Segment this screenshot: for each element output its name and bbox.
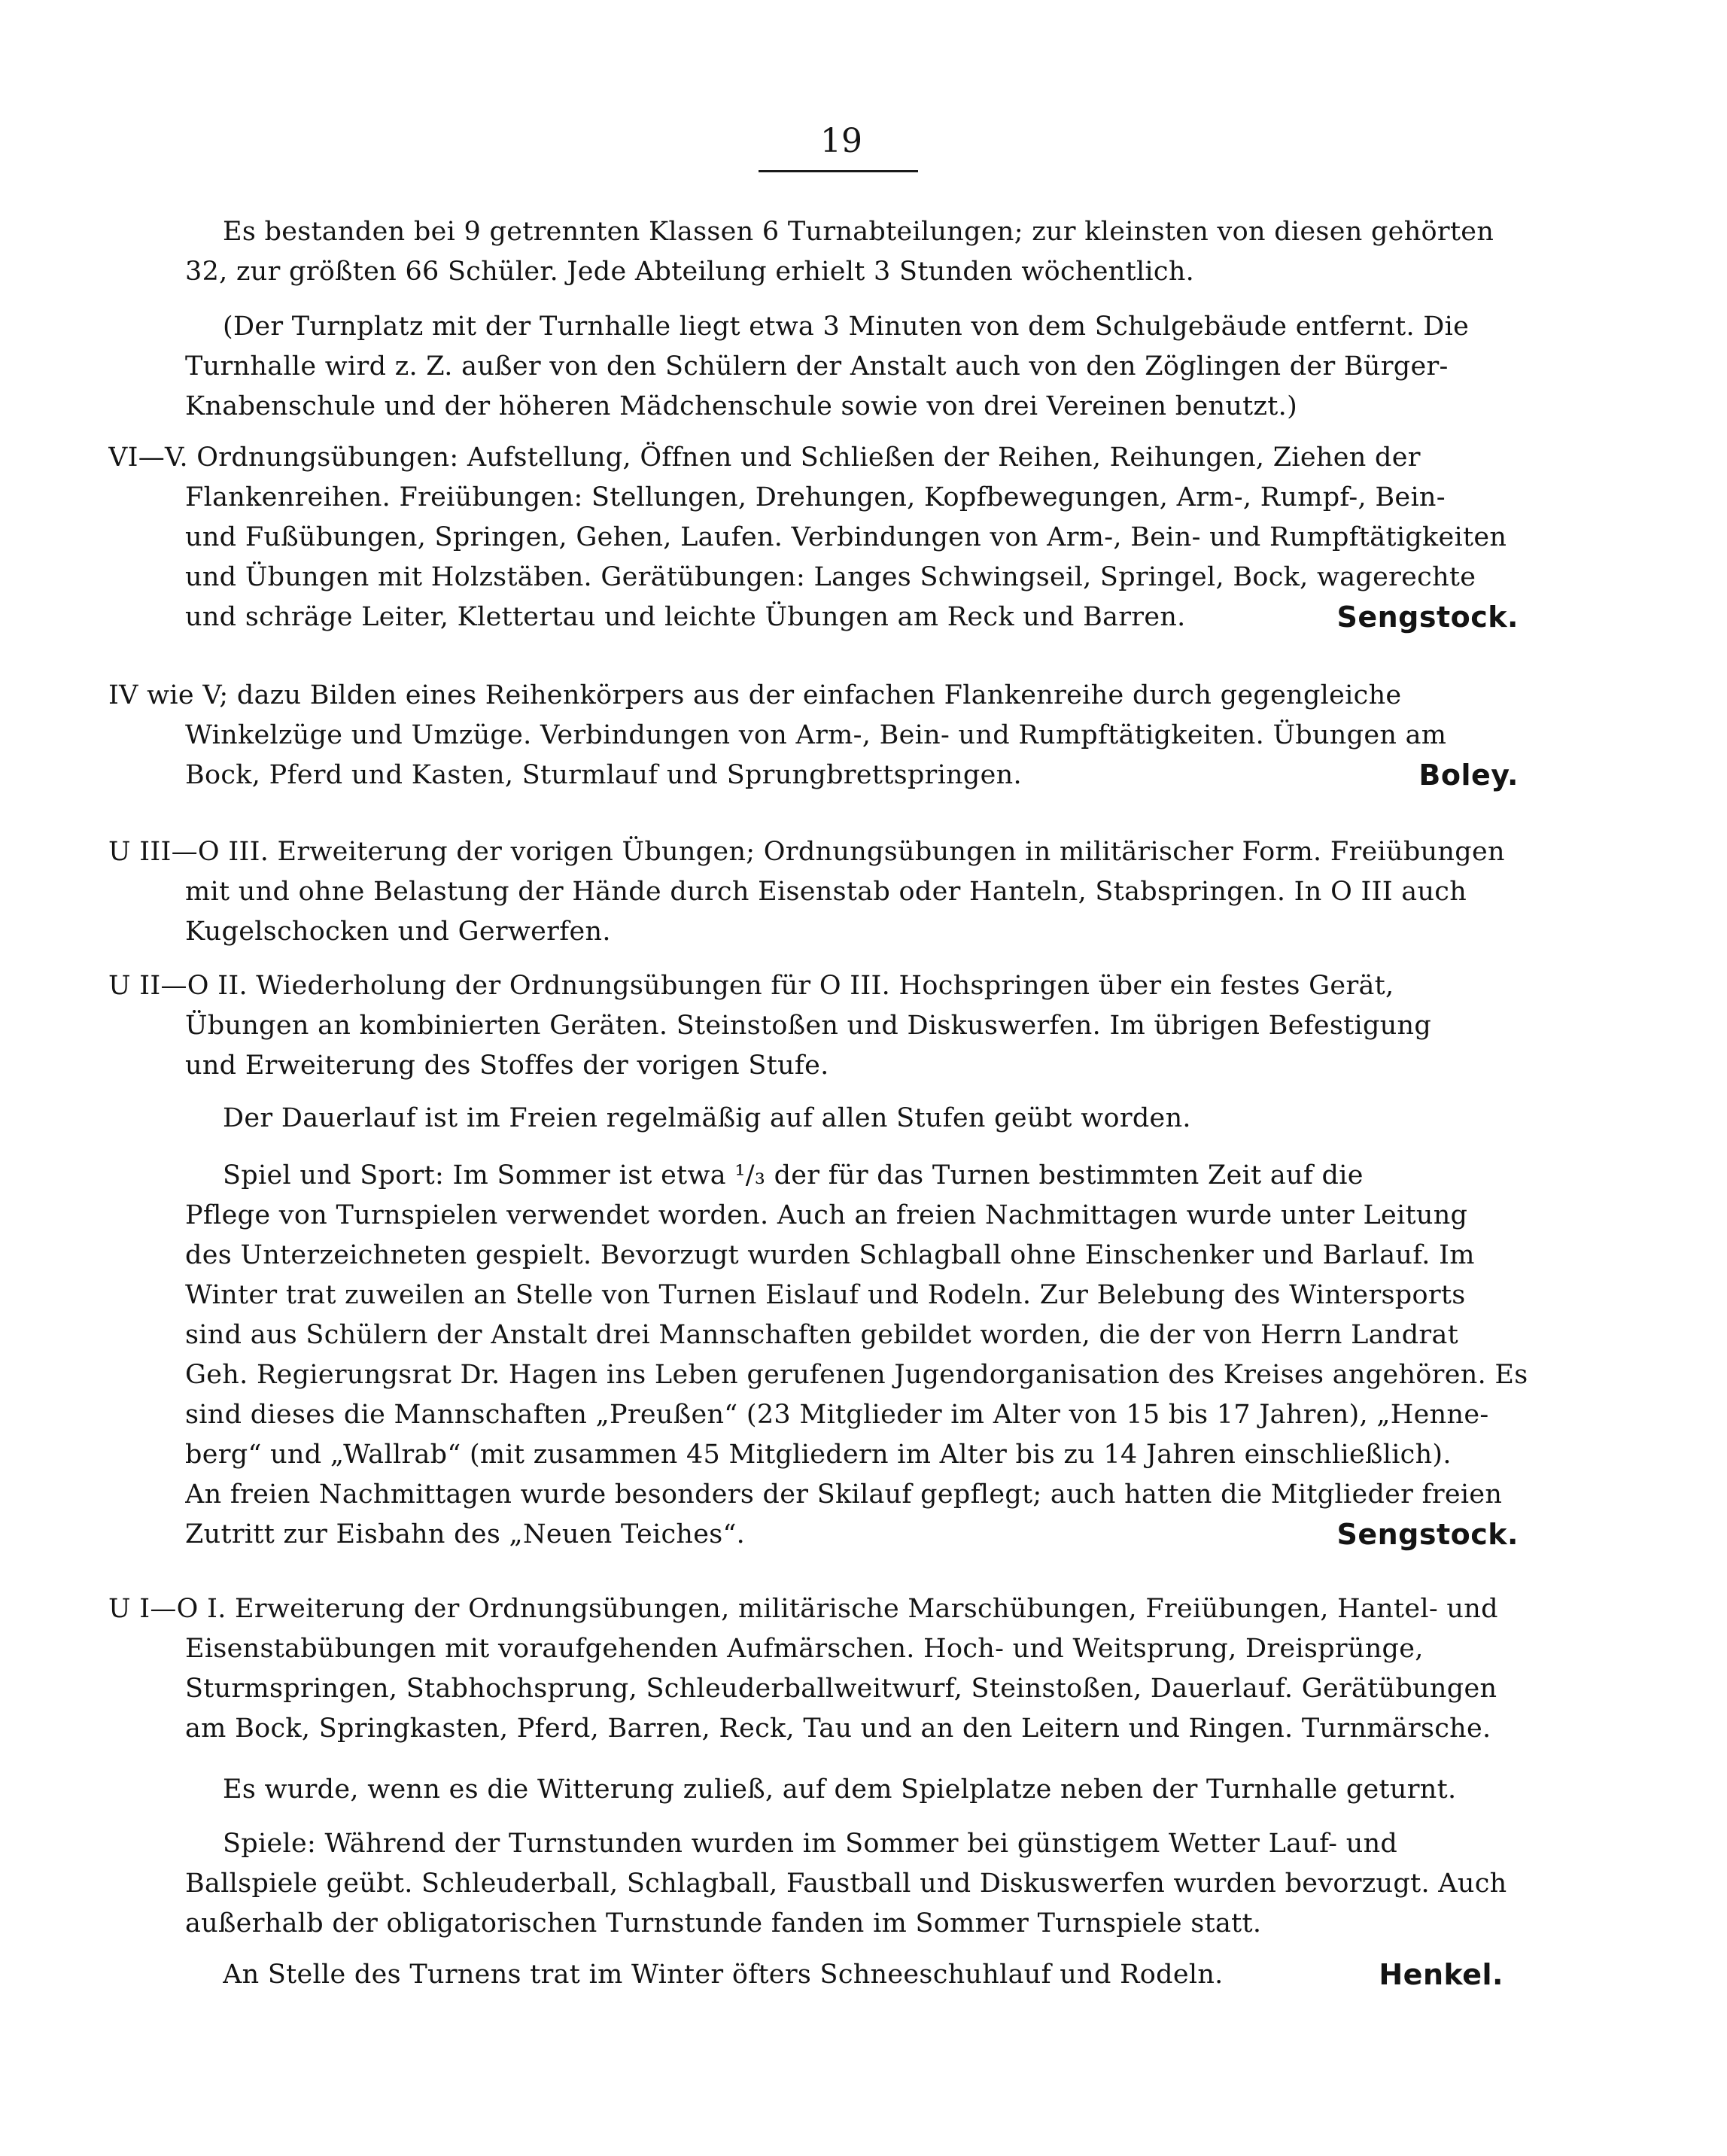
text-line: U II—O II. Wiederholung der Ordnungsübungen für O III. Hochspringen über ein festes Gerät, — [108, 971, 1394, 1001]
paragraph-uii-oii — [108, 966, 1564, 1086]
paragraph-dauerlauf — [185, 1099, 1564, 1139]
text-line: Geh. Regierungsrat Dr. Hagen ins Leben gerufenen Jugendorganisation des Kreises angehören. Es — [185, 1360, 1528, 1390]
text-line — [185, 1515, 1564, 1555]
text-line: Übungen an kombinierten Geräten. Steinstoßen und Diskuswerfen. Im übrigen Befestigung — [185, 1011, 1432, 1041]
text-line: U III—O III. Erweiterung der vorigen Übungen; Ordnungsübungen in militärischer Form. Freiübungen — [108, 837, 1505, 867]
text-line: Kugelschocken und Gerwerfen. — [185, 917, 611, 947]
signature: Boley. — [1418, 759, 1519, 792]
text-line: Sturmspringen, Stabhochsprung, Schleuderballweitwurf, Steinstoßen, Dauerlauf. Gerätübungen — [185, 1674, 1497, 1704]
text-line-content: An Stelle des Turnens trat im Winter öfters Schneeschuhlauf und Rodeln. — [223, 1960, 1224, 1990]
text-line: Es bestanden bei 9 getrennten Klassen 6 Turnabteilungen; zur kleinsten von diesen gehörten — [223, 217, 1494, 247]
text-line — [223, 1955, 1564, 1995]
text-line-content: Zutritt zur Eisbahn des „Neuen Teiches“. — [185, 1519, 746, 1549]
text-line: am Bock, Springkasten, Pferd, Barren, Reck, Tau und an den Leitern und Ringen. Turnmärsche. — [185, 1714, 1491, 1744]
paragraph-iv — [108, 676, 1564, 795]
text-line: Eisenstabübungen mit voraufgehenden Aufmärschen. Hoch- und Weitsprung, Dreisprünge, — [185, 1634, 1424, 1664]
text-line: berg“ und „Wallrab“ (mit zusammen 45 Mitgliedern im Alter bis zu 14 Jahren einschließlich). — [185, 1440, 1452, 1470]
text-line: und Übungen mit Holzstäben. Gerätübungen: Langes Schwingseil, Springel, Bock, wagerechte — [185, 562, 1476, 592]
text-line: VI—V. Ordnungsübungen: Aufstellung, Öffnen und Schließen der Reihen, Reihungen, Ziehen der — [108, 442, 1421, 473]
text-line: mit und ohne Belastung der Hände durch Eisenstab oder Hanteln, Stabspringen. In O III auch — [185, 877, 1467, 907]
text-line: Es wurde, wenn es die Witterung zuließ, auf dem Spielplatze neben der Turnhalle geturnt. — [223, 1774, 1457, 1805]
signature: Sengstock. — [1336, 601, 1519, 634]
paragraph-turnplatz — [185, 307, 1564, 427]
paragraph-vi-v — [108, 438, 1564, 637]
text-line: und Erweiterung des Stoffes der vorigen Stufe. — [185, 1051, 829, 1081]
text-line-content: Bock, Pferd und Kasten, Sturmlauf und Sprungbrettspringen. — [185, 760, 1022, 790]
text-line: Winkelzüge und Umzüge. Verbindungen von Arm-, Bein- und Rumpftätigkeiten. Übungen am — [185, 720, 1447, 750]
page-number: 19 — [820, 122, 862, 160]
paragraph-spiel-und-sport — [185, 1156, 1564, 1555]
text-line: und Fußübungen, Springen, Gehen, Laufen. Verbindungen von Arm-, Bein- und Rumpftätigkeiten — [185, 522, 1507, 552]
paragraph-witterung — [185, 1770, 1564, 1810]
text-line: Turnhalle wird z. Z. außer von den Schülern der Anstalt auch von den Zöglingen der Bürger- — [185, 351, 1449, 382]
text-line — [185, 756, 1564, 795]
paragraph-winter — [185, 1955, 1564, 1995]
text-line: Ballspiele geübt. Schleuderball, Schlagball, Faustball und Diskuswerfen wurden bevorzugt. Auch — [185, 1869, 1507, 1899]
text-line: Knabenschule und der höheren Mädchenschule sowie von drei Vereinen benutzt.) — [185, 391, 1298, 421]
paragraph-turnabteilungen — [185, 212, 1564, 292]
text-line: (Der Turnplatz mit der Turnhalle liegt etwa 3 Minuten von dem Schulgebäude entfernt. Die — [223, 312, 1470, 342]
text-line: Pflege von Turnspielen verwendet worden. Auch an freien Nachmittagen wurde unter Leitung — [185, 1200, 1468, 1230]
text-line: sind aus Schülern der Anstalt drei Mannschaften gebildet worden, die der von Herrn Landrat — [185, 1320, 1458, 1350]
text-line: Flankenreihen. Freiübungen: Stellungen, Drehungen, Kopfbewegungen, Arm-, Rumpf-, Bein- — [185, 482, 1446, 512]
text-line: Der Dauerlauf ist im Freien regelmäßig auf allen Stufen geübt worden. — [223, 1103, 1191, 1133]
paragraph-ui-oi — [108, 1589, 1564, 1749]
text-line: Spiele: Während der Turnstunden wurden im Sommer bei günstigem Wetter Lauf- und — [223, 1829, 1398, 1859]
text-line: des Unterzeichneten gespielt. Bevorzugt wurden Schlagball ohne Einschenker und Barlauf. Im — [185, 1240, 1475, 1270]
text-line: U I—O I. Erweiterung der Ordnungsübungen, militärische Marschübungen, Freiübungen, Hantel- und — [108, 1594, 1498, 1624]
text-line — [185, 598, 1564, 637]
paragraph-spiele — [185, 1824, 1564, 1944]
text-line-content: und schräge Leiter, Klettertau und leichte Übungen am Reck und Barren. — [185, 602, 1186, 632]
signature: Henkel. — [1379, 1958, 1504, 1991]
text-line: sind dieses die Mannschaften „Preußen“ (23 Mitglieder im Alter von 15 bis 17 Jahren), „Henne- — [185, 1400, 1489, 1430]
text-line: An freien Nachmittagen wurde besonders der Skilauf gepflegt; auch hatten die Mitglieder freien — [185, 1479, 1503, 1510]
paragraph-uiii-oiii — [108, 832, 1564, 952]
text-line: IV wie V; dazu Bilden eines Reihenkörpers aus der einfachen Flankenreihe durch gegengleiche — [108, 680, 1402, 710]
text-line: Spiel und Sport: Im Sommer ist etwa ¹/₃ der für das Turnen bestimmten Zeit auf die — [223, 1160, 1364, 1191]
text-line: Winter trat zuweilen an Stelle von Turnen Eislauf und Rodeln. Zur Belebung des Wintersports — [185, 1280, 1466, 1310]
signature: Sengstock. — [1336, 1518, 1519, 1551]
text-line: außerhalb der obligatorischen Turnstunde fanden im Sommer Turnspiele statt. — [185, 1908, 1262, 1939]
text-line: 32, zur größten 66 Schüler. Jede Abteilung erhielt 3 Stunden wöchentlich. — [185, 257, 1195, 287]
page-number-rule — [759, 170, 918, 172]
